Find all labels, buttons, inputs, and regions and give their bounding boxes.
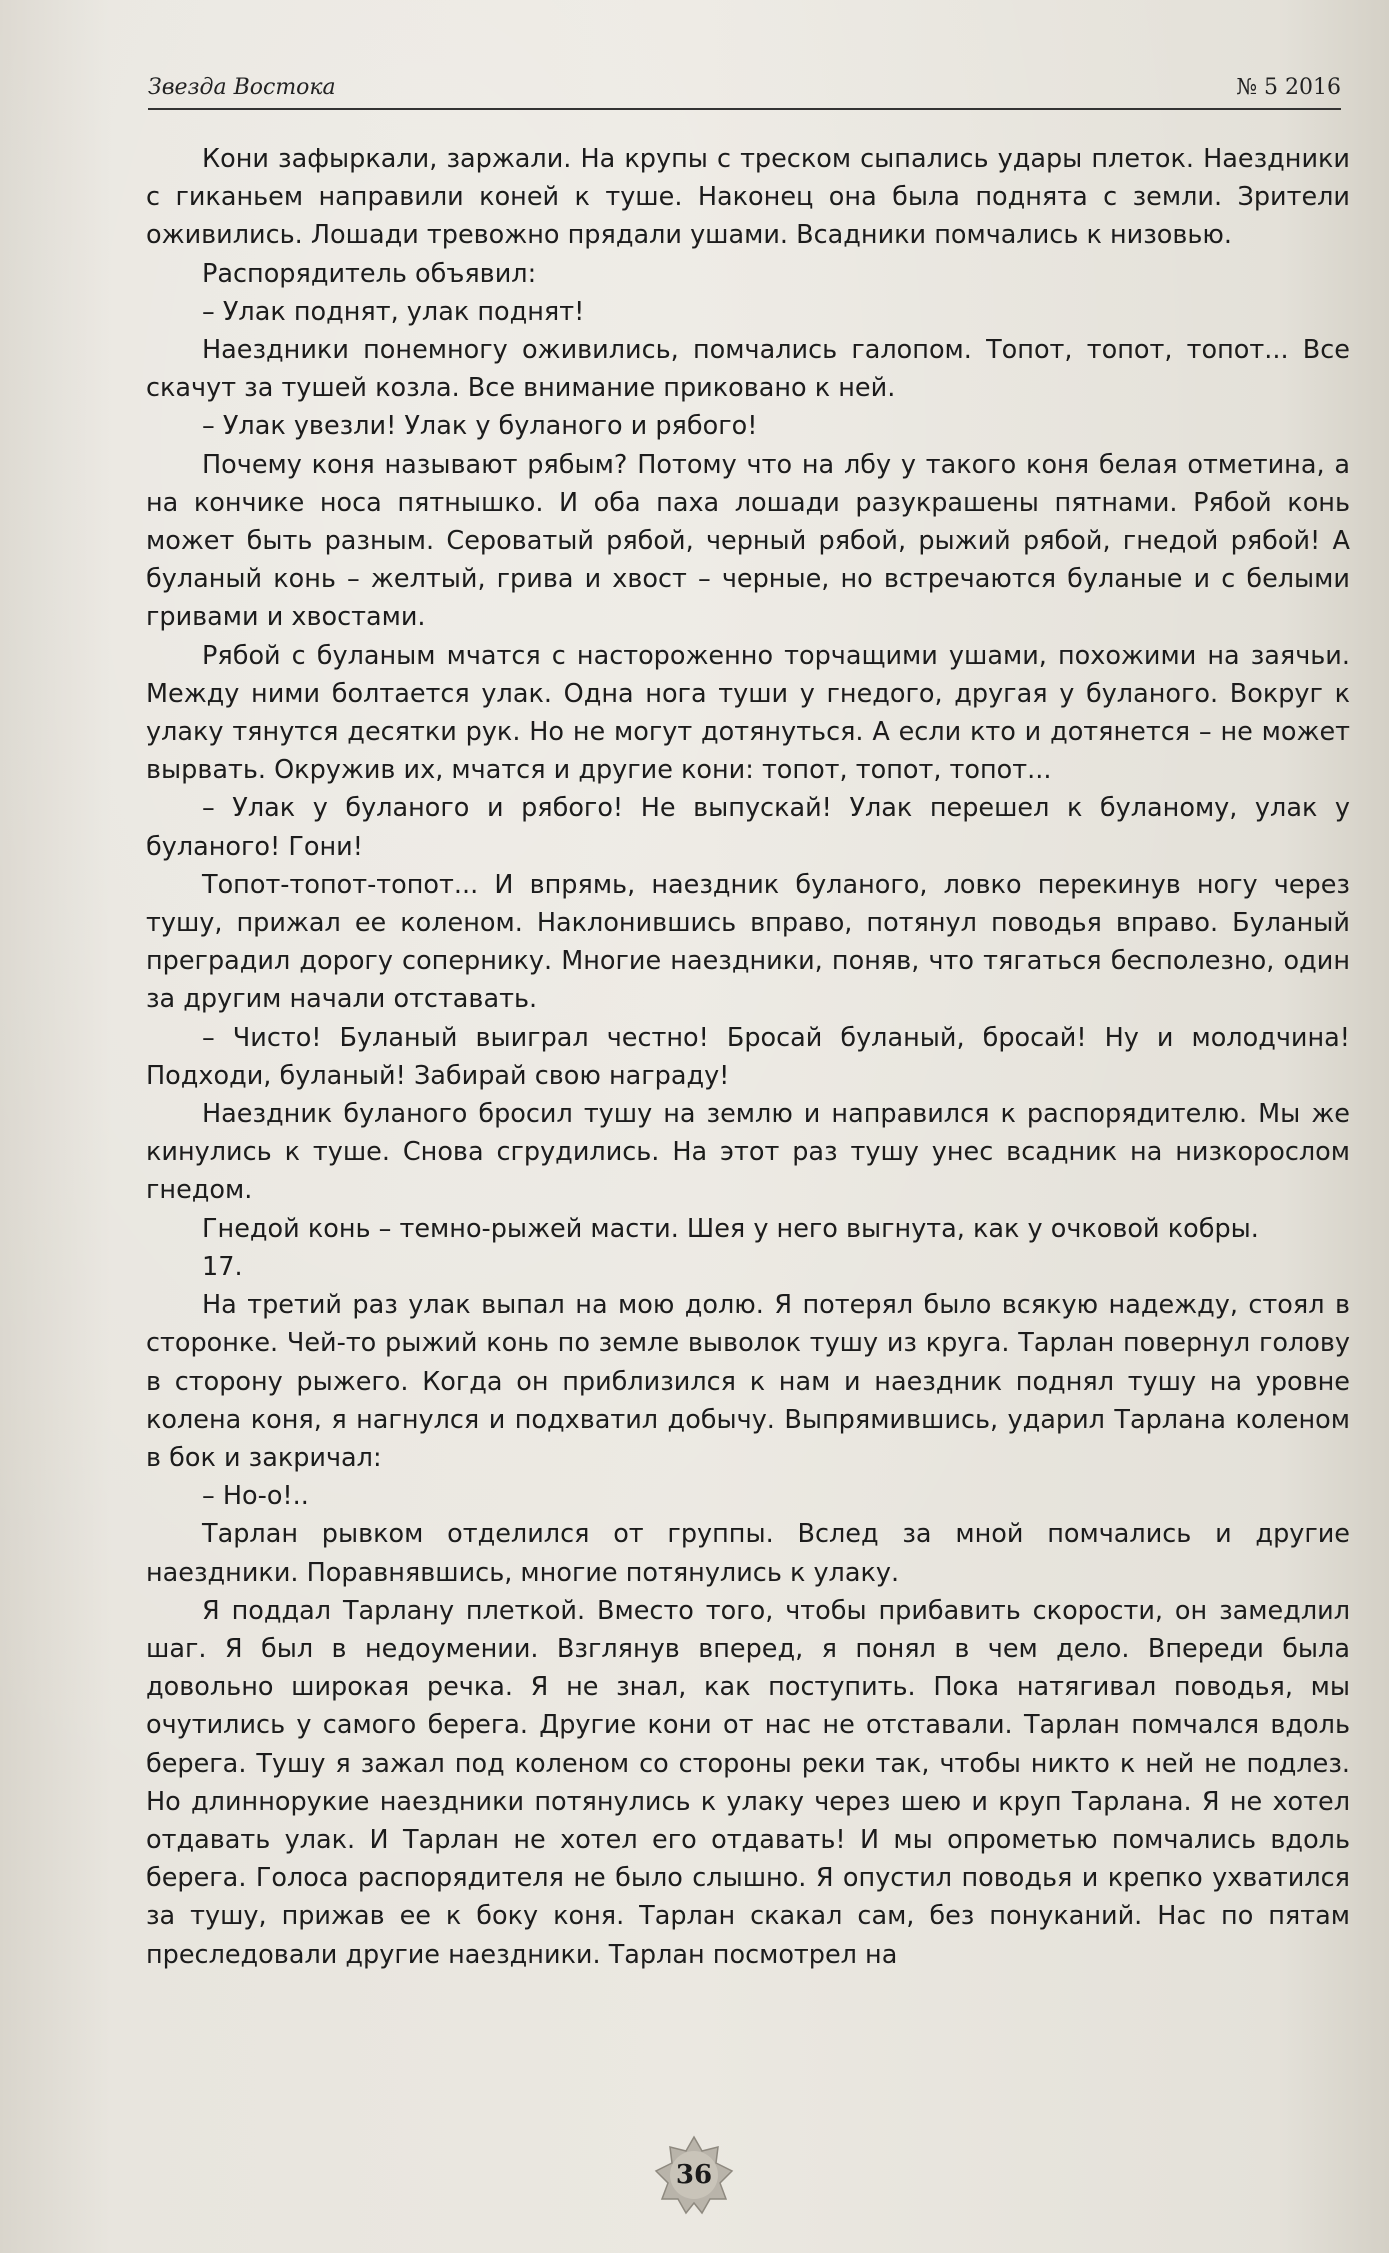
journal-title: Звезда Востока [148,75,336,100]
paragraph: Распорядитель объявил: [202,258,537,289]
paragraph: Тарлан рывком отделился от группы. Вслед за мной помчались и другие наездники. Поравнявшись, многие потянулись к улаку. [146,1519,1350,1588]
body-text [146,140,1350,1974]
paragraph: На третий раз улак выпал на мою долю. Я потерял было всякую надежду, стоял в сторонке. Чей-то рыжий конь по земле выволок тушу из круга. Тарлан повернул голову в сторону рыжего. Когда он приблизился к нам и наездник поднял тушу на уровне колена коня, я нагнулся и подхватил добычу. Выпрямившись, ударил Тарлана коленом в бок и закричал: [146,1290,1350,1473]
running-header [148,62,1341,110]
paragraph: Рябой с буланым мчатся с настороженно торчащими ушами, похожими на заячьи. Между ними болтается улак. Одна нога туши у гнедого, другая у буланого. Вокруг к улаку тянутся десятки рук. Но не могут дотянуться. А если кто и дотянется – не может вырвать. Окружив их, мчатся и другие кони: топот, топот, топот... [146,640,1350,786]
page-number: 36 [675,2160,713,2190]
paragraph: – Но-о!.. [202,1481,309,1512]
section-number: 17. [202,1251,243,1282]
paragraph: – Улак у буланого и рябого! Не выпускай! Улак перешел к буланому, улак у буланого! Гони! [146,793,1350,862]
paragraph: Почему коня называют рябым? Потому что на лбу у такого коня белая отметина, а на кончике носа пятнышко. И оба паха лошади разукрашены пятнами. Рябой конь может быть разным. Сероватый рябой, черный рябой, рыжий рябой, гнедой рябой! А буланый конь – желтый, грива и хвост – черные, но встречаются буланые и с белыми гривами и хвостами. [146,449,1350,633]
paragraph: Гнедой конь – темно-рыжей масти. Шея у него выгнута, как у очковой кобры. [202,1213,1259,1244]
paragraph: Топот-топот-топот... И впрямь, наездник буланого, ловко перекинув ногу через тушу, прижал ее коленом. Наклонившись вправо, потянул поводья вправо. Буланый преградил дорогу сопернику. Многие наездники, поняв, что тягаться бесполезно, один за другим начали отставать. [146,869,1350,1015]
paragraph: Я поддал Тарлану плеткой. Вместо того, чтобы прибавить скорости, он замедлил шаг. Я был в недоумении. Взглянув вперед, я понял в чем дело. Впереди была довольно широкая речка. Я не знал, как поступить. Пока натягивал поводья, мы очутились у самого берега. Другие кони от нас не отставали. Тарлан помчался вдоль берега. Тушу я зажал под коленом со стороны реки так, чтобы никто к ней не подлез. Но длиннорукие наездники потянулись к улаку через шею и круп Тарлана. Я не хотел отдавать улак. И Тарлан не хотел его отдавать! И мы опрометью помчались вдоль берега. Голоса распорядителя не было слышно. Я опустил поводья и крепко ухватился за тушу, прижав ее к боку коня. Тарлан скакал сам, без понуканий. Нас по пятам преследовали другие наездники. Тарлан посмотрел на [146,1595,1350,1970]
paragraph: Кони зафыркали, заржали. На крупы с треском сыпались удары плеток. Наездники с гиканьем направили коней к туше. Наконец она была поднята с земли. Зрители оживились. Лошади тревожно прядали ушами. Всадники помчались к низовью. [146,144,1350,251]
issue-number: № 5 2016 [1236,75,1341,100]
paragraph: Наездник буланого бросил тушу на землю и направился к распорядителю. Мы же кинулись к туше. Снова сгрудились. На этот раз тушу унес всадник на низкорослом гнедом. [146,1099,1350,1206]
paragraph: – Чисто! Буланый выиграл честно! Бросай буланый, бросай! Ну и молодчина! Подходи, буланый! Забирай свою награду! [146,1022,1350,1091]
paragraph: – Улак увезли! Улак у буланого и рябого! [202,411,758,442]
paragraph: – Улак поднят, улак поднят! [202,296,585,327]
page-number-ornament [654,2135,734,2215]
paragraph: Наездники понемногу оживились, помчались галопом. Топот, топот, топот... Все скачут за тушей козла. Все внимание приковано к ней. [146,335,1350,404]
